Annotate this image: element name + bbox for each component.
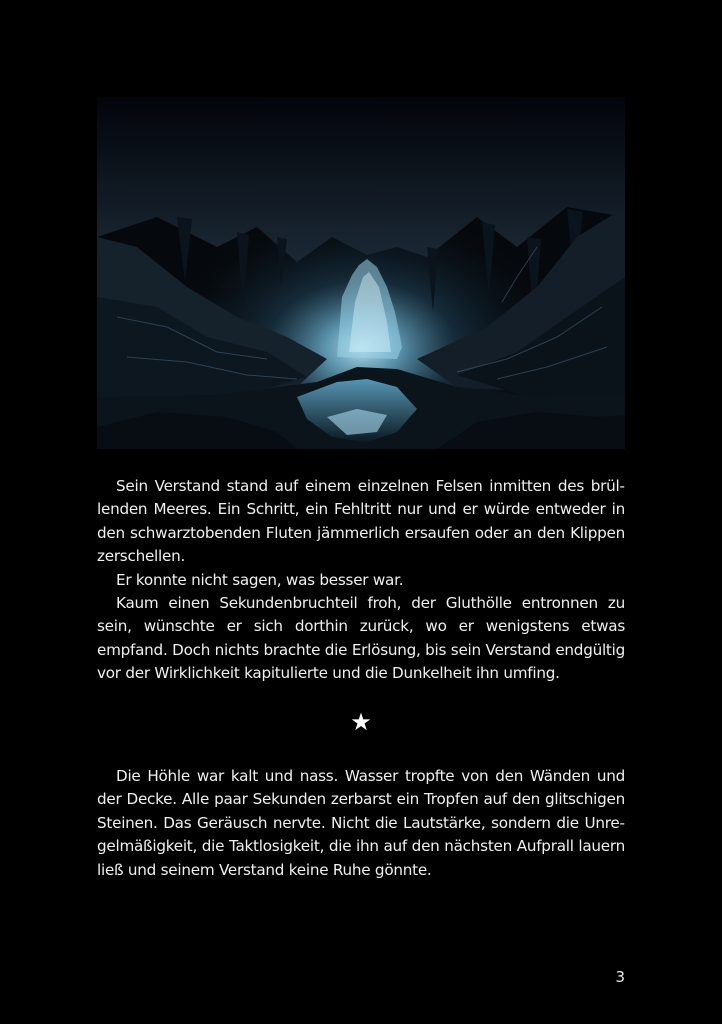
paragraph: Die Höhle war kalt und nass. Wasser tropfte von den Wänden und der Decke. Alle paar Sekunden zerbarst ein Tropfen auf den glitschigen Steinen. Das Geräusch nervte. Nicht die Lautstärke, sondern die Unregelmäßigkeit, die Taktlosigkeit, die ihn auf den nächsten Aufprall lauern ließ und seinem Verstand keine Ruhe gönnte. (97, 767, 625, 879)
page-number: 3 (615, 968, 625, 986)
section-separator-star: ★ (350, 708, 372, 736)
paragraph: Er konnte nicht sagen, was besser war. (116, 570, 404, 589)
paragraph: Sein Verstand stand auf einem einzelnen Felsen inmitten des brüllenden Meeres. Ein Schritt, ein Fehltritt nur und er würde entweder in den schwarztobenden Fluten jämmerlich ersaufen oder an den Klippen zerschellen. (97, 477, 625, 566)
text-section-1 (97, 475, 625, 686)
cave-illustration (97, 97, 625, 449)
cave-image (97, 97, 625, 449)
paragraph: Kaum einen Sekundenbruchteil froh, der Gluthölle entronnen zu sein, wünschte er sich dorthin zurück, wo er wenigstens etwas empfand. Doch nichts brachte die Erlösung, bis sein Verstand endgültig vor der Wirklichkeit kapitulierte und die Dunkelheit ihn umfing. (97, 594, 625, 683)
text-section-2 (97, 765, 625, 882)
